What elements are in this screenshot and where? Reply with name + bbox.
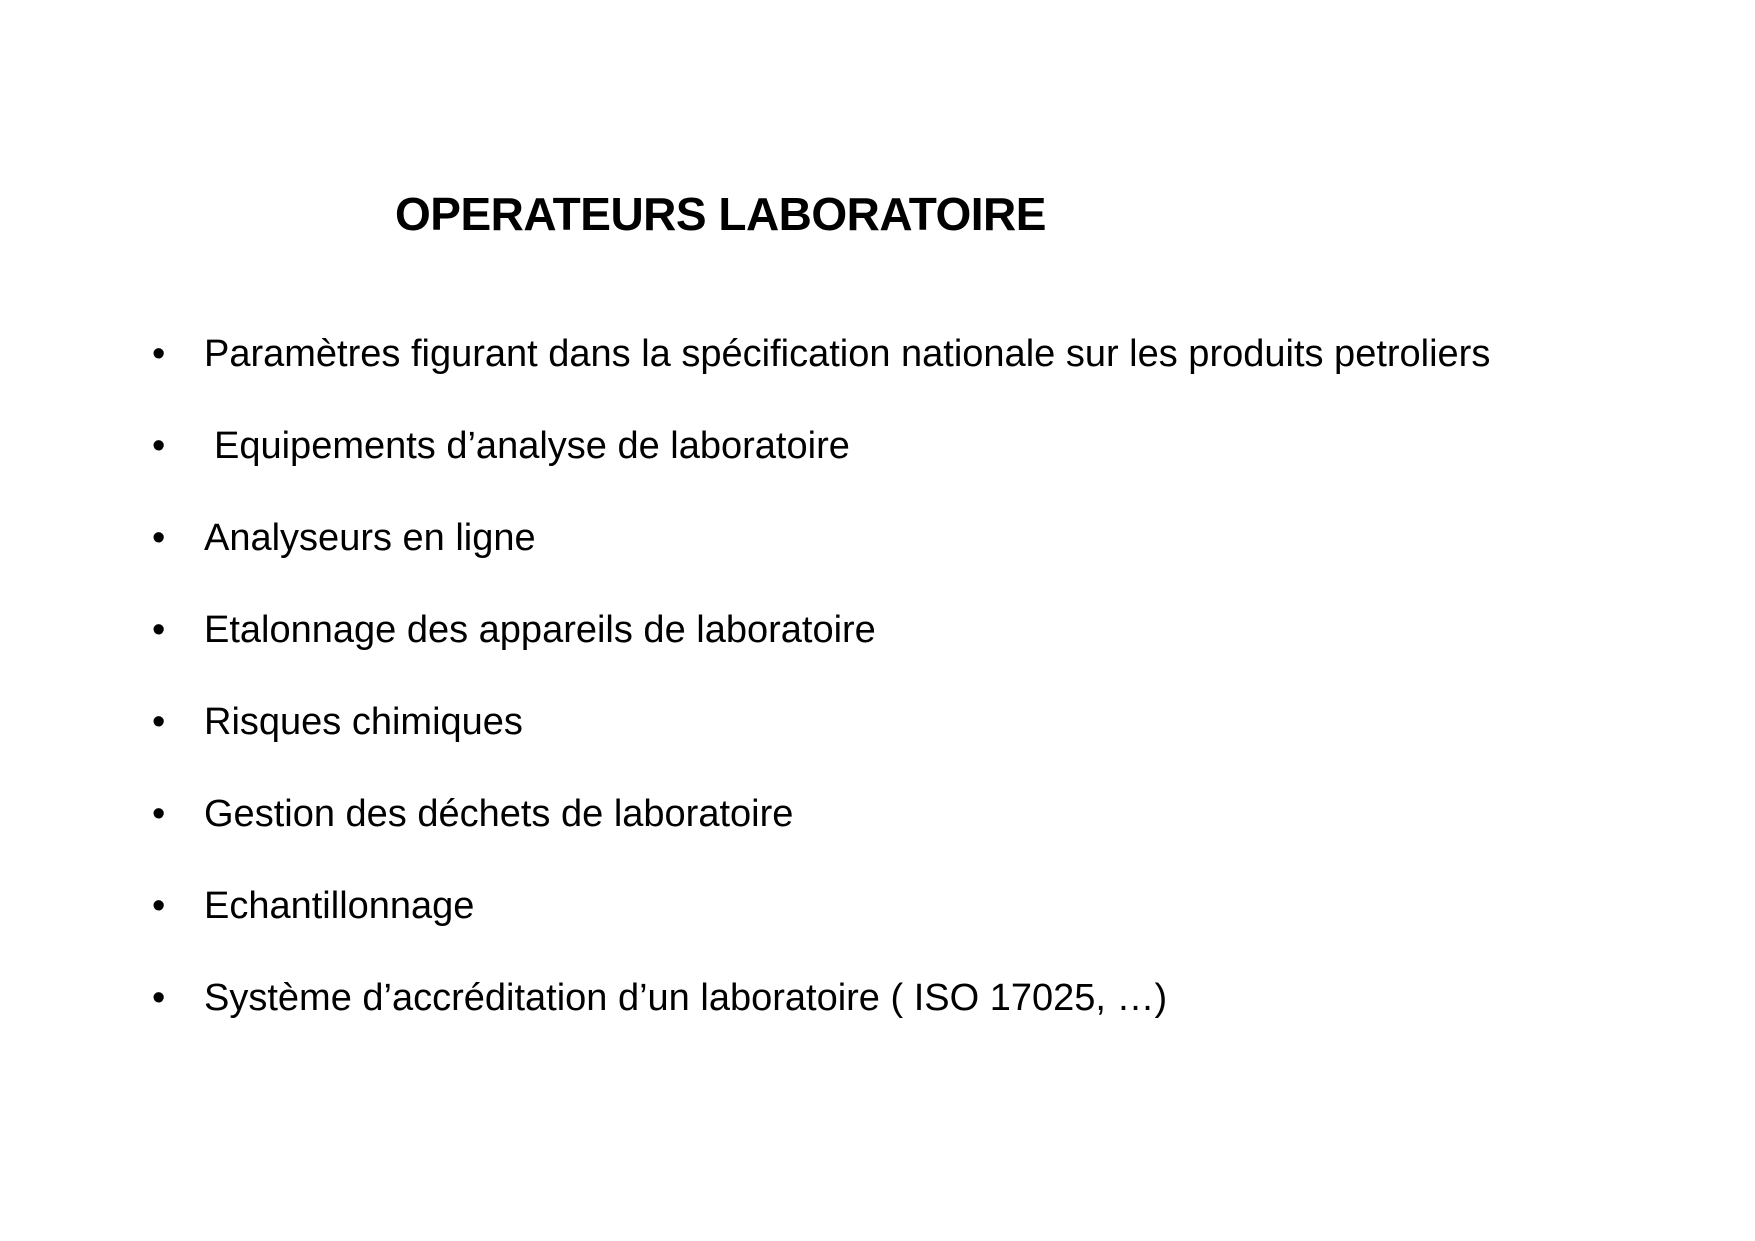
bullet-icon: •	[152, 425, 166, 467]
list-item	[152, 326, 1490, 418]
list-item	[152, 694, 1490, 786]
slide-title: OPERATEURS LABORATOIRE	[395, 188, 1046, 240]
bullet-icon: •	[152, 793, 166, 835]
list-item-text: Echantillonnage	[204, 885, 475, 927]
list-item	[152, 602, 1490, 694]
bullet-icon: •	[152, 609, 166, 651]
bullet-icon: •	[152, 333, 166, 375]
list-item-text: Système d’accréditation d’un laboratoire ( ISO 17025, …)	[204, 977, 1168, 1019]
bullet-icon: •	[152, 517, 166, 559]
list-item-text: Equipements d’analyse de laboratoire	[214, 425, 850, 467]
bullet-icon: •	[152, 885, 166, 927]
list-item-text: Analyseurs en ligne	[204, 517, 536, 559]
list-item	[152, 418, 1490, 510]
list-item-text: Gestion des déchets de laboratoire	[204, 793, 794, 835]
list-item-text: Etalonnage des appareils de laboratoire	[204, 609, 876, 651]
list-item	[152, 510, 1490, 602]
bullet-icon: •	[152, 701, 166, 743]
list-item-text: Risques chimiques	[204, 701, 523, 743]
list-item-text: Paramètres figurant dans la spécification nationale sur les produits petroliers	[204, 333, 1491, 375]
bullet-list	[152, 326, 1490, 1062]
list-item	[152, 970, 1490, 1062]
list-item	[152, 878, 1490, 970]
list-item	[152, 786, 1490, 878]
bullet-icon: •	[152, 977, 166, 1019]
